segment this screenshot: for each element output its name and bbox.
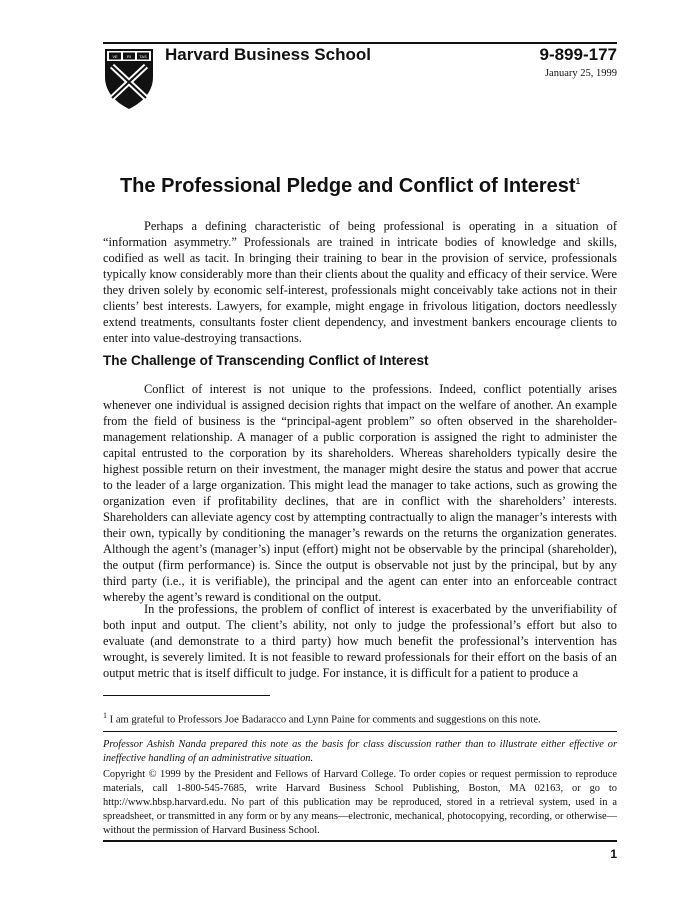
footnote-marker: 1 xyxy=(103,711,107,720)
intro-paragraph: Perhaps a defining characteristic of being professional is operating in a situation of “information asymmetry.” Professionals are trained in intricate bodies of knowledge and skills, codified as well as tacit. In bringing their training to bear in the provision of service, professionals typically know considerably more than their clients about the quality and efficacy of their service. Were they driven solely by economic self-interest, professionals might conceivably take actions not in their clients’ best interests. Lawyers, for example, might engage in frivolous litigation, doctors needlessly extend treatments, consultants foster client dependency, and investment bankers encourage clients to enter into value-destroying transactions. xyxy=(103,219,617,345)
case-info: Professor Ashish Nanda prepared this note as the basis for class discussion rather than to illustrate either effective or ineffective handling of an administrative situation. xyxy=(103,739,617,764)
footer-rule xyxy=(103,840,617,842)
section-heading: The Challenge of Transcending Conflict of Interest xyxy=(103,353,429,368)
title-footnote-marker: 1 xyxy=(575,177,581,186)
title-text: The Professional Pledge and Conflict of Interest xyxy=(119,175,576,197)
footnote-rule xyxy=(103,695,270,696)
document-title xyxy=(0,175,700,198)
page-number: 1 xyxy=(610,847,617,861)
footnote-text: I am grateful to Professors Joe Badaracco and Lynn Paine for comments and suggestions on this note. xyxy=(109,714,541,726)
svg-text:TAS: TAS xyxy=(139,54,147,59)
copyright-notice: Copyright © 1999 by the President and Fellows of Harvard College. To order copies or request permission to reproduce materials, call 1-800-545-7685, write Harvard Business School Publishing, Boston, MA 02163, or go to http://www.hbsp.harvard.edu. No part of this publication may be reproduced, stored in a retrieval system, used in a spreadsheet, or transmitted in any form or by any means—electronic, mechanical, photocopying, recording, or otherwise—without the permission of Harvard Business School. xyxy=(103,769,617,836)
case-info-rule xyxy=(103,731,617,732)
header-rule xyxy=(103,42,617,44)
svg-text:VE: VE xyxy=(112,54,118,59)
professions-paragraph: In the professions, the problem of conflict of interest is exacerbated by the unverifiability of both input and output. The client’s ability, not only to judge the professional’s effort but also to evaluate (and demonstrate to a third party) how much benefit the professional’s intervention has wrought, is severely limited. It is not feasible to reward professionals for their effort on the basis of an output metric that is itself difficult to judge. For instance, it is difficult for a patient to produce a xyxy=(103,602,617,680)
svg-text:RI: RI xyxy=(127,54,131,59)
hbs-shield-logo xyxy=(103,47,155,111)
school-name: Harvard Business School xyxy=(165,45,371,64)
case-number: 9-899-177 xyxy=(539,45,617,64)
footnote xyxy=(103,711,541,726)
case-date: January 25, 1999 xyxy=(544,68,617,79)
conflict-paragraph: Conflict of interest is not unique to the professions. Indeed, conflict potentially arises whenever one individual is assigned decision rights that impact on the welfare of another. An example from the field of business is the “principal-agent problem” so often observed in the shareholder-management relationship. A manager of a public corporation is assigned the right to administer the capital entrusted to the corporation by its shareholders. Whereas shareholders typically desire the highest possible return on their investment, the manager might desire the status and power that accrue to the leader of a large organization. This might lead the manager to take actions, such as growing the organization even if profitability declines, that are in conflict with the shareholders’ interests. Shareholders can alleviate agency cost by attempting contractually to align the manager’s interests with their own, typically by conditioning the manager’s rewards on the returns the organization generates. Although the agent’s (manager’s) input (effort) might not be observable by the principal (shareholder), the output (firm performance) is. Since the output is observable not just by the principal, but by any third party (i.e., it is verifiable), the principal and the agent can enter into an enforceable contract whereby the agent’s reward is conditional on the output. xyxy=(103,382,617,604)
